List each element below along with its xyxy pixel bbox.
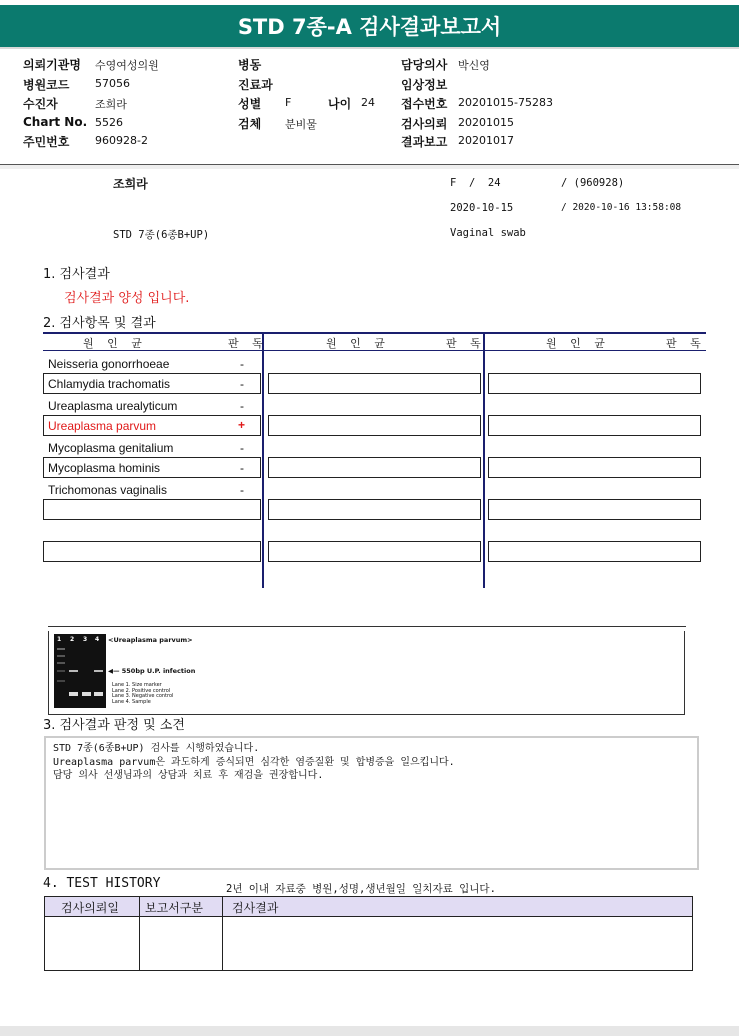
header-label-request-date: 검사의뢰 [401, 117, 448, 131]
organism-name: Trichomonas vaginalis [48, 483, 167, 497]
header-info [0, 52, 739, 162]
result-row-box-empty [488, 499, 701, 520]
header-label-dept: 진료과 [238, 78, 273, 92]
organism-result: - [240, 377, 244, 391]
header-value-doctor: 박신영 [458, 59, 490, 72]
history-col-result: 검사결과 [232, 901, 279, 915]
result-row-box-empty [43, 499, 261, 520]
header-label-report-date: 결과보고 [401, 135, 448, 149]
title-underline [0, 47, 739, 49]
history-header [44, 896, 693, 917]
col-header-result-1: 판 독 [228, 337, 268, 350]
organism-result: - [240, 357, 244, 371]
result-row-box-empty [268, 373, 481, 394]
col-header-result-2: 판 독 [446, 337, 486, 350]
gel-lane-label: 2 [70, 636, 75, 643]
header-value-patient: 조희라 [95, 98, 127, 111]
history-body [44, 917, 693, 971]
gel-legend-item: Lane 3. Negative control [112, 693, 174, 699]
col-header-organism-3: 원 인 균 [546, 337, 610, 350]
header-label-org: 의뢰기관명 [23, 58, 81, 72]
organism-result: - [240, 399, 244, 413]
result-row-box-empty [268, 541, 481, 562]
result-row-box-empty [268, 415, 481, 436]
organism-result-positive: + [238, 418, 246, 432]
header-value-sex: F [285, 96, 292, 109]
col-header-organism-2: 원 인 균 [326, 337, 390, 350]
gel-lane-label: 3 [83, 636, 88, 643]
header-value-id-number: 960928-2 [95, 134, 148, 147]
header-label-patient: 수진자 [23, 97, 58, 111]
section-3-title: 3. 검사결과 판정 및 소견 [43, 718, 185, 733]
gel-ladder-lane [57, 648, 65, 700]
section-4-title: 4. TEST HISTORY [43, 876, 161, 891]
section-1-title: 1. 검사결과 [43, 267, 110, 282]
organism-name: Mycoplasma hominis [48, 461, 161, 475]
gel-lane-label: 1 [57, 636, 62, 643]
result-row-box-empty [43, 541, 261, 562]
result-row-box-empty [268, 457, 481, 478]
result-row-box-empty [488, 415, 701, 436]
organism-name: Ureaplasma urealyticum [48, 399, 178, 413]
header-label-id-number: 주민번호 [23, 135, 70, 149]
section-2-title: 2. 검사항목 및 결과 [43, 316, 156, 331]
table-divider-1 [262, 334, 264, 588]
gel-band [69, 670, 78, 672]
test-date: 2020-10-15 [450, 202, 514, 214]
sample-type: Vaginal swab [450, 227, 526, 239]
header-value-receipt-no: 20201015-75283 [458, 96, 553, 109]
gel-title: <Ureaplasma parvum> [108, 636, 193, 644]
result-row-box-empty [488, 373, 701, 394]
gel-electrophoresis-image [54, 634, 106, 708]
header-label-ward: 병동 [238, 58, 262, 72]
organism-name: Mycoplasma genitalium [48, 441, 174, 455]
patient-name: 조희라 [113, 177, 148, 191]
gel-legend-item: Lane 2. Positive control [112, 687, 171, 694]
table-divider-2 [483, 334, 485, 588]
result-row-box-empty [488, 457, 701, 478]
col-header-result-3: 판 독 [666, 337, 706, 350]
header-label-age: 나이 [328, 97, 352, 111]
header-label-doctor: 담당의사 [401, 58, 448, 72]
organism-result: - [240, 483, 244, 497]
test-name: STD 7종(6종B+UP) [113, 229, 210, 241]
header-divider-shadow [0, 165, 739, 169]
header-label-chart-no: Chart No. [23, 115, 88, 129]
header-label-specimen: 검체 [238, 117, 262, 131]
header-value-chart-no: 5526 [95, 116, 123, 129]
gel-band-text: 550bp U.P. infection [121, 667, 196, 675]
result-row-box-empty [268, 499, 481, 520]
header-value-request-date: 20201015 [458, 116, 514, 129]
gel-top-rule [48, 626, 686, 627]
header-value-hospital-code: 57056 [95, 77, 130, 90]
gel-band [69, 692, 78, 696]
report-time: / 2020-10-16 13:58:08 [561, 202, 682, 213]
header-value-specimen: 분비물 [285, 118, 317, 131]
patient-sex-age: F / 24 [450, 177, 501, 189]
header-label-clinical-info: 임상정보 [401, 78, 448, 92]
organism-name: Neisseria gonorrhoeae [48, 357, 170, 371]
gel-band-label: ◀— 550bp U.P. infection [108, 667, 196, 675]
header-value-org: 수영여성의원 [95, 59, 159, 72]
col-header-organism-1: 원 인 균 [83, 337, 147, 350]
opinion-text [53, 742, 455, 783]
report-title: STD 7종-A 검사결과보고서 [0, 5, 739, 47]
organism-result: - [240, 461, 244, 475]
gel-legend-item: Lane 1. Size marker [112, 682, 162, 688]
organism-name: Chlamydia trachomatis [48, 377, 171, 391]
header-label-receipt-no: 접수번호 [401, 97, 448, 111]
gel-legend [112, 683, 173, 705]
patient-birth: / (960928) [561, 177, 625, 189]
header-value-report-date: 20201017 [458, 134, 514, 147]
history-col-report-type: 보고서구분 [145, 901, 203, 915]
result-row-box-empty [488, 541, 701, 562]
table-top-rule [43, 332, 706, 334]
header-label-sex: 성별 [238, 97, 262, 111]
result-summary: 검사결과 양성 입니다. [64, 291, 190, 306]
header-label-hospital-code: 병원코드 [23, 78, 70, 92]
history-col-divider [139, 896, 140, 971]
gel-band [94, 692, 103, 696]
history-note: 2년 이내 자료중 병원,성명,생년월일 일치자료 입니다. [226, 883, 496, 895]
gel-band [82, 692, 91, 696]
page-footer [0, 1026, 739, 1036]
history-col-request-date: 검사의뢰일 [61, 901, 119, 915]
gel-legend-item: Lane 4. Sample [112, 698, 151, 705]
gel-lane-label: 4 [95, 636, 100, 643]
opinion-line: STD 7종(6종B+UP) 검사를 시행하였습니다. [53, 743, 260, 754]
organism-name-positive: Ureaplasma parvum [48, 419, 157, 433]
gel-band [94, 670, 103, 672]
header-value-age: 24 [361, 96, 375, 109]
history-col-divider [222, 896, 223, 971]
organism-result: - [240, 441, 244, 455]
opinion-line: 담당 의사 선생님과의 상담과 치료 후 재검을 권장합니다. [53, 770, 324, 781]
opinion-line: Ureaplasma parvum은 과도하게 증식되면 심각한 염증질환 및 합병증을 일으킵니다. [53, 756, 455, 768]
